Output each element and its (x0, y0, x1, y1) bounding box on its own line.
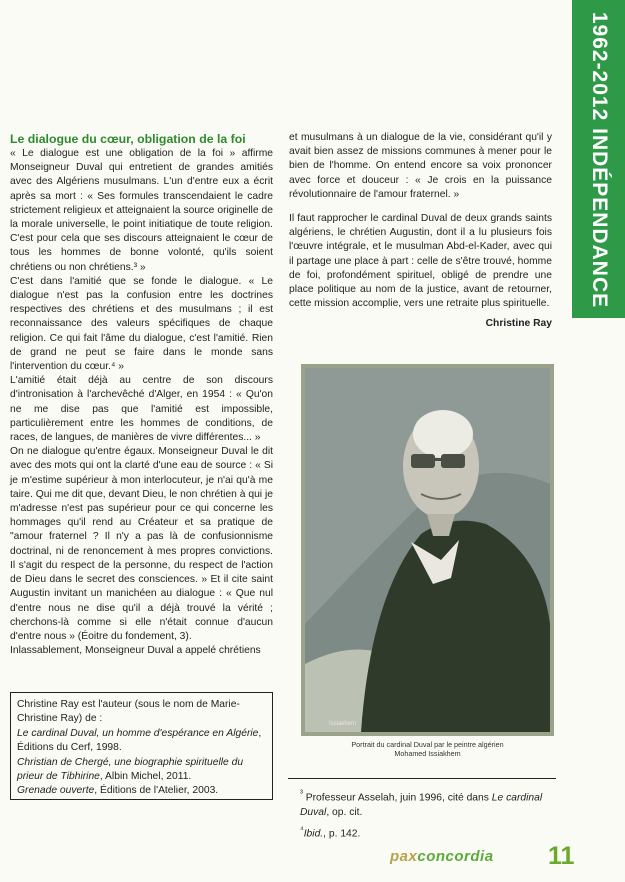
portrait-caption (301, 740, 554, 758)
footnotes (300, 786, 556, 844)
paragraph: C'est dans l'amitié que se fonde le dialogue. « Le dialogue n'est pas la confusion entre les doctrines respectives des chrétiens et des musulmans ; il est reconnaissance des valeurs spécifiques de chaque religion. Ce qui fait l'âme du dialogue, c'est l'amitié. Rien de grand ne peut se faire dans le monde sans l'intervention du cœur.⁴ » (10, 275, 273, 373)
footnote-4 (300, 822, 556, 842)
right-column (289, 131, 552, 332)
book-title: Grenade ouverte (17, 785, 95, 797)
book-details: , Albin Michel, 2011. (99, 771, 192, 783)
footnote-title: Le cardinal Duval (300, 792, 543, 818)
paragraph: et musulmans à un dialogue de la vie, considérant qu'il y avait bien assez de missions communes à mener pour le bien de l'homme. On entend encore sa voix prononcer avec force et douceur : « Je crois en la puissance révolutionnaire de l'amour fraternel. » (289, 132, 552, 200)
article-heading: Le dialogue du cœur, obligation de la foi (10, 132, 246, 146)
book-details: , Éditions du Cerf, 1998. (17, 727, 262, 754)
paragraph: L'amitié était déjà au centre de son discours d'intronisation à l'archevêché d'Alger, en 1954 : « Qu'on ne me dise pas que l'amitié est impossible, particulièrement entre les hommes de conditions, de races, de langues, de manières de vivre différentes... » (10, 375, 273, 444)
portrait-painting (301, 364, 554, 736)
footnote-text: , p. 142. (323, 828, 361, 840)
caption-line: Portrait du cardinal Duval par le peintre algérien (351, 740, 504, 749)
book-details: , Éditions de l'Atelier, 2003. (94, 785, 219, 797)
magazine-logo (390, 848, 494, 865)
author-bio-box (10, 692, 273, 800)
bio-book (17, 784, 266, 798)
footnote-marker: ³ (300, 788, 303, 798)
page-number: 11 (548, 842, 575, 870)
logo-part: concordia (417, 848, 494, 865)
author-signature: Christine Ray (485, 318, 552, 330)
left-column (10, 131, 273, 658)
caption-line: Mohamed Issiakhem (394, 749, 461, 758)
bio-book (17, 756, 266, 785)
footnote-divider (288, 778, 556, 779)
paragraph: « Le dialogue est une obligation de la foi » affirme Monseigneur Duval qui entretient de grandes amitiés avec des Algériens musulmans. L'un d'entre eux a écrit après sa mort : « Ses formules transcendaient le cadre strictement religieux et atteignaient la source originelle de la morale universelle, le point initiatique de toute religion. C'est pour cela que ses discours atteignaient le cœur de tous les hommes de bonne volonté, qu'ils soient chrétiens ou non chrétiens.³ » (10, 148, 273, 273)
footnote-ibid: Ibid. (303, 828, 324, 840)
footnote-text: Professeur Asselah, juin 1996, cité dans (305, 792, 492, 804)
logo-part: pax (390, 848, 418, 865)
footnote-marker: ⁴ (300, 824, 304, 835)
paragraph: Inlassablement, Monseigneur Duval a appelé chrétiens (10, 645, 261, 657)
footnote-text: , op. cit. (326, 806, 363, 818)
portrait-artist-signature: Issiakhem (329, 721, 357, 727)
footnote-3 (300, 786, 556, 820)
paragraph: On ne dialogue qu'entre égaux. Monseigneur Duval le dit avec des mots qui ont la clarté d'une eau de source : « Si je m'estime supérieur à mon interlocuteur, je n'ai qu'à me taire. Qui me dit que, devant Dieu, le non chrétien à qui je m'adresse n'est pas supérieur pour ce qui concerne les hommages qu'il rend au Créateur et sa pratique de "amour fraternel ? Il n'y a pas là de confusionnisme doctrinal, ni de renoncement à mes propres convictions. Il s'agit du respect de la personne, du respect de l'action de Dieu dans le secret des consciences. » Et il cite saint Augustin invitant un manichéen au dialogue : « Que nul d'entre nous ne dise qu'il a déjà trouvé la vérité ; cherchons-là comme si elle n'était connue d'aucun d'entre nous » (Éoitre du fondement, 3). (10, 446, 273, 642)
book-title: Le cardinal Duval, un homme d'espérance en Algérie (17, 727, 259, 739)
bio-intro: Christine Ray est l'auteur (sous le nom de Marie-Christine Ray) de : (17, 699, 240, 725)
section-label: 1962-2012 INDÉPENDANCE (588, 11, 611, 309)
paragraph: Il faut rapprocher le cardinal Duval de deux grands saints algériens, le chrétien Augustin, dont il a lu plusieurs fois l'œuvre intégrale, et le musulman Abd-el-Kader, avec qui il partage une place à part : celle de s'être trouvé, homme de foi, profondément spirituel, obligé de prendre une place politique au nom de la justice, avant de retourner, cette mission accomplie, vers une retraite plus spirituelle. (289, 213, 552, 310)
bio-book (17, 727, 266, 756)
book-title: Christian de Chergé, une biographie spirituelle du prieur de Tibhirine (17, 756, 244, 783)
